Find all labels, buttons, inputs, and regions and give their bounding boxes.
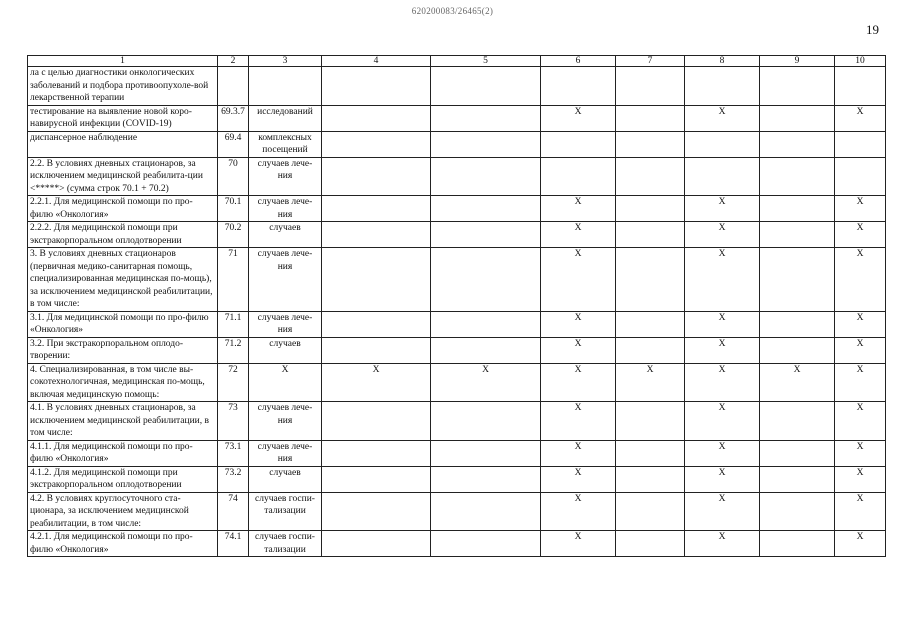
value-cell: X [835, 222, 886, 248]
value-cell: X [835, 531, 886, 557]
value-cell [322, 531, 431, 557]
value-cell: X [835, 440, 886, 466]
unit-cell: X [249, 363, 322, 402]
value-cell [685, 157, 760, 196]
value-cell: X [541, 222, 616, 248]
column-header: 6 [541, 56, 616, 67]
value-cell [835, 131, 886, 157]
row-label: 4.2. В условиях круглосуточного ста-ционара, за исключением медицинской реабилитации, в том числе: [28, 492, 218, 531]
value-cell [760, 131, 835, 157]
value-cell: X [541, 337, 616, 363]
value-cell [431, 466, 541, 492]
row-code: 73 [218, 402, 249, 441]
page-number: 19 [866, 22, 879, 37]
row-code: 70.2 [218, 222, 249, 248]
value-cell [760, 248, 835, 312]
value-cell: X [685, 311, 760, 337]
table-row [28, 67, 886, 106]
value-cell [616, 402, 685, 441]
row-code: 74.1 [218, 531, 249, 557]
unit-cell: случаев лече-ния [249, 248, 322, 312]
document-id: 620200083/26465(2) [411, 6, 494, 16]
value-cell: X [760, 363, 835, 402]
value-cell [322, 311, 431, 337]
value-cell: X [685, 105, 760, 131]
value-cell: X [835, 492, 886, 531]
value-cell [431, 222, 541, 248]
table-row [28, 248, 886, 312]
value-cell: X [685, 440, 760, 466]
value-cell [760, 105, 835, 131]
value-cell [616, 311, 685, 337]
value-cell [431, 157, 541, 196]
value-cell [322, 402, 431, 441]
value-cell: X [685, 337, 760, 363]
row-code: 71 [218, 248, 249, 312]
value-cell [616, 492, 685, 531]
value-cell [431, 248, 541, 312]
unit-cell: случаев [249, 222, 322, 248]
value-cell [431, 131, 541, 157]
unit-cell: случаев [249, 466, 322, 492]
unit-cell: случаев лече-ния [249, 196, 322, 222]
unit-cell: случаев лече-ния [249, 157, 322, 196]
value-cell: X [541, 531, 616, 557]
row-code [218, 67, 249, 106]
unit-cell: случаев госпи-тализации [249, 492, 322, 531]
row-label: ла с целью диагностики онкологических заболеваний и подбора противоопухоле-вой лекарственной терапии [28, 67, 218, 106]
value-cell [322, 337, 431, 363]
row-label: 3.2. При экстракорпоральном оплодо-творении: [28, 337, 218, 363]
value-cell [431, 196, 541, 222]
value-cell [760, 531, 835, 557]
value-cell [616, 67, 685, 106]
table-row [28, 105, 886, 131]
row-code: 71.1 [218, 311, 249, 337]
value-cell: X [685, 402, 760, 441]
table-row [28, 402, 886, 441]
value-cell [616, 131, 685, 157]
value-cell: X [835, 402, 886, 441]
row-code: 73.2 [218, 466, 249, 492]
value-cell [616, 337, 685, 363]
unit-cell: случаев лече-ния [249, 440, 322, 466]
column-header: 3 [249, 56, 322, 67]
value-cell: X [835, 105, 886, 131]
value-cell: X [685, 363, 760, 402]
value-cell [322, 105, 431, 131]
value-cell: X [835, 311, 886, 337]
table-row [28, 222, 886, 248]
value-cell [431, 531, 541, 557]
value-cell: X [616, 363, 685, 402]
row-code: 73.1 [218, 440, 249, 466]
table-row [28, 466, 886, 492]
value-cell: X [431, 363, 541, 402]
value-cell [616, 196, 685, 222]
column-header: 4 [322, 56, 431, 67]
value-cell [322, 196, 431, 222]
value-cell: X [835, 363, 886, 402]
row-label: 4.1.2. Для медицинской помощи при экстракорпоральном оплодотворении [28, 466, 218, 492]
row-label: 4. Специализированная, в том числе вы-сокотехнологичная, медицинская по-мощь, включая медицинскую помощь: [28, 363, 218, 402]
unit-cell [249, 67, 322, 106]
value-cell [760, 492, 835, 531]
unit-cell: исследований [249, 105, 322, 131]
value-cell [431, 105, 541, 131]
value-cell [616, 440, 685, 466]
value-cell: X [835, 196, 886, 222]
row-code: 69.4 [218, 131, 249, 157]
value-cell [541, 131, 616, 157]
value-cell [616, 248, 685, 312]
value-cell [685, 67, 760, 106]
value-cell [616, 531, 685, 557]
row-label: 3.1. Для медицинской помощи по про-филю «Онкология» [28, 311, 218, 337]
value-cell [835, 157, 886, 196]
row-label: 2.2. В условиях дневных стационаров, за исключением медицинской реабилита-ции <*****> (сумма строк 70.1 + 70.2) [28, 157, 218, 196]
value-cell [835, 67, 886, 106]
row-label: 4.1. В условиях дневных стационаров, за исключением медицинской реабилитации, в том числе: [28, 402, 218, 441]
value-cell [322, 440, 431, 466]
row-label: тестирование на выявление новой коро-навирусной инфекции (COVID-19) [28, 105, 218, 131]
value-cell [616, 105, 685, 131]
value-cell [685, 131, 760, 157]
value-cell [760, 157, 835, 196]
unit-cell: случаев госпи-тализации [249, 531, 322, 557]
value-cell [431, 440, 541, 466]
value-cell [431, 492, 541, 531]
value-cell: X [541, 492, 616, 531]
value-cell [431, 337, 541, 363]
unit-cell: случаев лече-ния [249, 311, 322, 337]
value-cell [322, 157, 431, 196]
value-cell: X [541, 363, 616, 402]
column-header: 2 [218, 56, 249, 67]
value-cell [616, 466, 685, 492]
value-cell: X [541, 196, 616, 222]
value-cell: X [685, 222, 760, 248]
value-cell: X [685, 248, 760, 312]
value-cell: X [541, 248, 616, 312]
unit-cell: случаев [249, 337, 322, 363]
table-row [28, 311, 886, 337]
value-cell [760, 402, 835, 441]
value-cell [760, 222, 835, 248]
row-code: 70 [218, 157, 249, 196]
value-cell [760, 196, 835, 222]
table-row [28, 196, 886, 222]
row-label: 2.2.2. Для медицинской помощи при экстракорпоральном оплодотворении [28, 222, 218, 248]
value-cell: X [541, 440, 616, 466]
row-label: 3. В условиях дневных стационаров (первичная медико-санитарная помощь, специализированная медицинская по-мощь), за исключением медицинской реабилитации, в том числе: [28, 248, 218, 312]
table-row [28, 440, 886, 466]
table-row [28, 157, 886, 196]
table-row [28, 337, 886, 363]
table-row [28, 363, 886, 402]
value-cell [760, 337, 835, 363]
value-cell: X [685, 531, 760, 557]
value-cell [760, 311, 835, 337]
row-label: 4.2.1. Для медицинской помощи по про-филю «Онкология» [28, 531, 218, 557]
column-header: 7 [616, 56, 685, 67]
value-cell [760, 466, 835, 492]
row-label: 4.1.1. Для медицинской помощи по про-филю «Онкология» [28, 440, 218, 466]
value-cell: X [541, 466, 616, 492]
row-code: 74 [218, 492, 249, 531]
table-row [28, 531, 886, 557]
value-cell [616, 222, 685, 248]
value-cell: X [685, 196, 760, 222]
table-row [28, 492, 886, 531]
value-cell [322, 466, 431, 492]
value-cell [322, 248, 431, 312]
value-cell [760, 67, 835, 106]
value-cell [541, 157, 616, 196]
value-cell: X [685, 466, 760, 492]
value-cell [322, 67, 431, 106]
column-header: 10 [835, 56, 886, 67]
value-cell: X [835, 466, 886, 492]
unit-cell: комплексных посещений [249, 131, 322, 157]
value-cell [431, 67, 541, 106]
value-cell [760, 440, 835, 466]
value-cell [431, 402, 541, 441]
header-row [28, 56, 886, 67]
row-code: 71.2 [218, 337, 249, 363]
row-code: 72 [218, 363, 249, 402]
row-code: 70.1 [218, 196, 249, 222]
column-header: 8 [685, 56, 760, 67]
value-cell [431, 311, 541, 337]
column-header: 1 [28, 56, 218, 67]
value-cell: X [541, 105, 616, 131]
value-cell [322, 492, 431, 531]
column-header: 9 [760, 56, 835, 67]
value-cell [322, 131, 431, 157]
column-header: 5 [431, 56, 541, 67]
row-label: диспансерное наблюдение [28, 131, 218, 157]
value-cell: X [541, 311, 616, 337]
value-cell [322, 222, 431, 248]
unit-cell: случаев лече-ния [249, 402, 322, 441]
data-table [27, 55, 886, 557]
row-label: 2.2.1. Для медицинской помощи по про-филю «Онкология» [28, 196, 218, 222]
value-cell: X [835, 337, 886, 363]
value-cell: X [541, 402, 616, 441]
value-cell: X [835, 248, 886, 312]
value-cell: X [322, 363, 431, 402]
row-code: 69.3.7 [218, 105, 249, 131]
value-cell: X [685, 492, 760, 531]
value-cell [616, 157, 685, 196]
value-cell [541, 67, 616, 106]
table-row [28, 131, 886, 157]
